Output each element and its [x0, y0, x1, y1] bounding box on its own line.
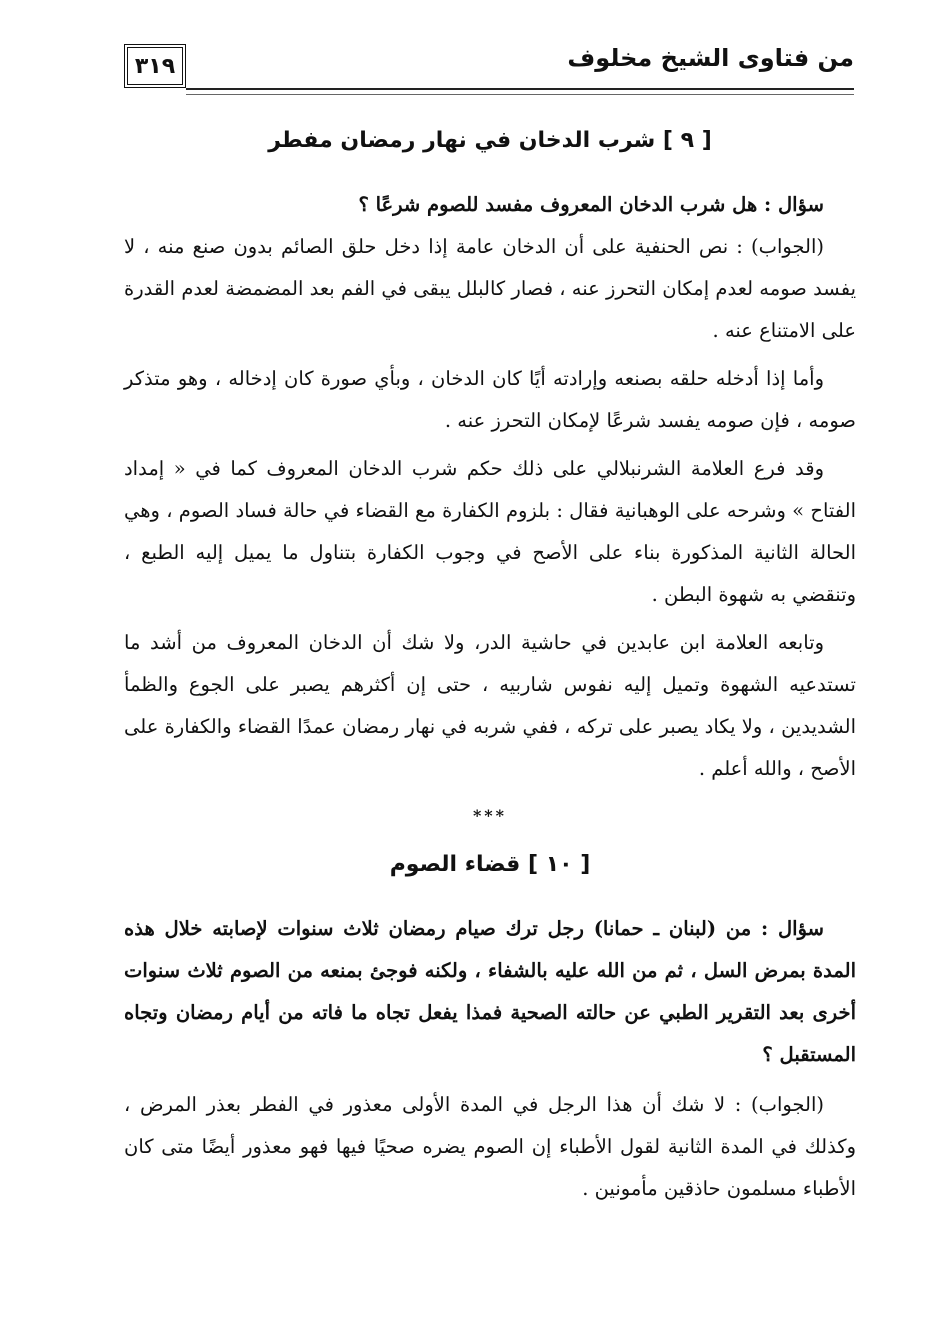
- section-9-paragraph-2: وأما إذا أدخله حلقه بصنعه وإرادته أيًا كان الدخان ، وبأي صورة كان إدخاله ، وهو متذكر صومه ، فإن صومه يفسد شرعًا لإمكان التحرز عنه .: [124, 367, 856, 432]
- separator-stars: ***: [472, 806, 508, 825]
- page-header: [124, 40, 854, 100]
- running-title: من فتاوى الشيخ مخلوف: [567, 44, 854, 72]
- section-9-body: [124, 184, 856, 790]
- section-9-title: [ ٩ ] شرب الدخان في نهار رمضان مفطر: [268, 128, 712, 153]
- section-9-paragraph-3: وقد فرع العلامة الشرنبلالي على ذلك حكم شرب الدخان المعروف كما في « إمداد الفتاح » وشرحه على الوهبانية فقال : بلزوم الكفارة مع القضاء في حالة فساد الصوم ، وهي الحالة الثانية المذكورة بناء على الأصح في وجوب الكفارة بتناول ما يميل إليه الطبع ، وتنقضي به شهوة البطن .: [124, 457, 856, 606]
- section-9-paragraph-1: (الجواب) : نص الحنفية على أن الدخان عامة إذا دخل حلق الصائم بدون صنع منه ، لا يفسد صومه لعدم إمكان التحرز عنه ، فصار كالبلل يبقى في الفم بعد المضمضة لعدم القدرة على الامتناع عنه .: [124, 235, 856, 342]
- section-10-title: [ ١٠ ] قضاء الصوم: [389, 852, 591, 877]
- section-10-body: [124, 908, 856, 1210]
- page-number: ٣١٩: [124, 44, 186, 88]
- section-10-answer: (الجواب) : لا شك أن هذا الرجل في المدة الأولى معذور في الفطر بعذر المرض ، وكذلك في المدة الثانية لقول الأطباء إن الصوم يضره صحيًا فيها فهو معذور أيضًا متى كان الأطباء مسلمون حاذقين مأمونين .: [124, 1093, 856, 1200]
- section-9-question: سؤال : هل شرب الدخان المعروف مفسد للصوم شرعًا ؟: [358, 193, 824, 216]
- section-10-question: سؤال : من (لبنان ـ حمانا) رجل ترك صيام رمضان ثلاث سنوات لإصابته خلال هذه المدة بمرض السل ، ثم من الله عليه بالشفاء ، ولكنه فوجئ بمنعه من الصوم ثلاث سنوات أخرى بعد التقرير الطبي عن حالته الصحية فمذا يفعل تجاه ما فاته من أيام رمضان وتجاه المستقبل ؟: [124, 917, 856, 1066]
- section-9-paragraph-4: وتابعه العلامة ابن عابدين في حاشية الدر، ولا شك أن الدخان المعروف من أشد ما تستدعيه الشهوة وتميل إليه نفوس شاربيه ، حتى إن أكثرهم يصبر على الجوع والظمأ الشديدين ، ولا يكاد يصبر على تركه ، ففي شربه في نهار رمضان عمدًا القضاء والكفارة على الأصح ، والله أعلم .: [124, 631, 856, 780]
- header-rule: [186, 88, 854, 95]
